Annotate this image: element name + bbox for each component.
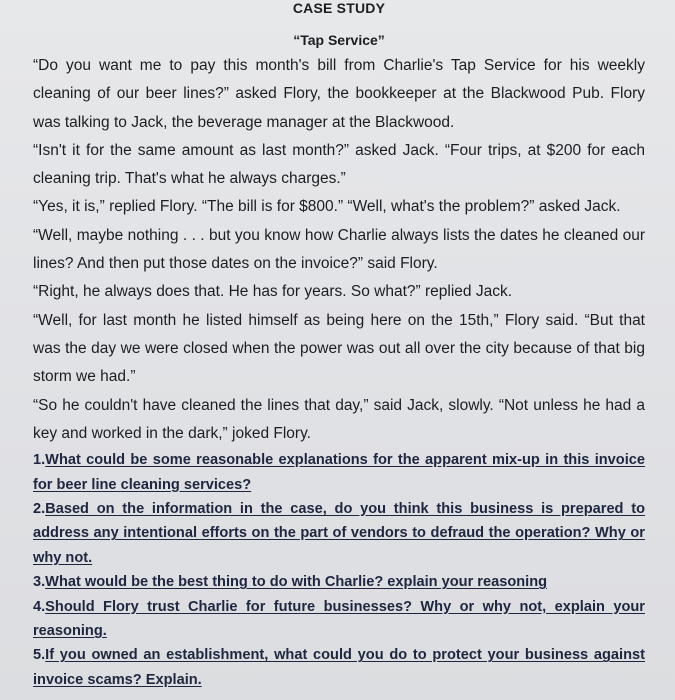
- paragraph: “Right, he always does that. He has for years. So what?” replied Jack.: [33, 283, 513, 301]
- paragraph: “Well, maybe nothing . . . but you know how Charlie always lists the dates he cleaned our lines? And then put those dates on the invoice?” said Flory.: [33, 226, 645, 273]
- question-item: [33, 448, 645, 497]
- question-text: Based on the information in the case, do you think this business is prepared to address any intentional efforts on the part of vendors to defraud the operation? Why or why not.: [33, 500, 645, 566]
- question-item: [33, 570, 645, 594]
- question-text: What could be some reasonable explanations for the apparent mix-up in this invoice for beer line cleaning services?: [33, 452, 645, 493]
- question-number: 4.: [33, 598, 46, 615]
- question-number: 5.: [33, 647, 46, 664]
- question-item: [33, 595, 645, 644]
- question-number: 1.: [33, 452, 46, 469]
- case-study-title: “Tap Service”: [293, 32, 385, 48]
- question-list: [33, 448, 645, 692]
- question-number: 2.: [33, 500, 46, 517]
- paragraph: “Do you want me to pay this month's bill from Charlie's Tap Service for his weekly cleaning of our beer lines?” asked Flory, the bookkeeper at the Blackwood Pub. Flory was talking to Jack, the beverage manager at the Blackwood.: [33, 57, 645, 131]
- paragraph: “Yes, it is,” replied Flory. “The bill is for $800.” “Well, what's the problem?” asked Jack.: [33, 198, 621, 216]
- paragraph: “Well, for last month he listed himself as being here on the 15th,” Flory said. “But that was the day we were closed when the power was out all over the city because of that big storm we had.”: [33, 311, 645, 386]
- paragraph: “So he couldn't have cleaned the lines that day,” said Jack, slowly. “Not unless he had a key and worked in the dark,” joked Flory.: [33, 396, 645, 442]
- question-text: Should Flory trust Charlie for future businesses? Why or why not, explain your reasoning.: [33, 598, 645, 639]
- question-item: [33, 643, 645, 692]
- question-text: What would be the best thing to do with Charlie? explain your reasoning: [45, 574, 548, 591]
- paragraph: “Isn't it for the same amount as last month?” asked Jack. “Four trips, at $200 for each cleaning trip. That's what he always charges.”: [33, 141, 645, 188]
- case-study-heading: CASE STUDY: [292, 0, 386, 16]
- question-text: If you owned an establishment, what could you do to protect your business against invoice scams? Explain.: [33, 647, 645, 688]
- question-number: 3.: [33, 574, 46, 591]
- case-narrative: [33, 52, 645, 448]
- question-item: [33, 497, 645, 570]
